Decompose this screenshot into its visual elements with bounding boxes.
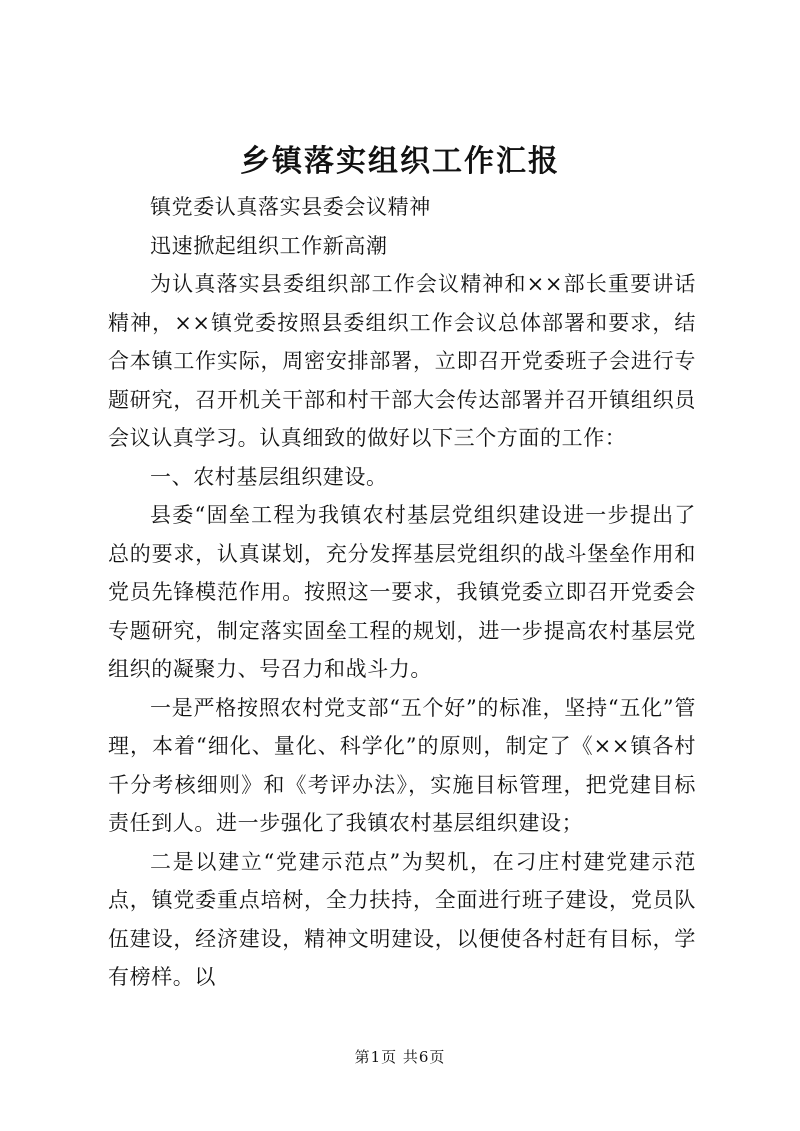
body-paragraph: 二是以建立“党建示范点”为契机，在刁庄村建党建示范点，镇党委重点培树，全力扶持，全面进行班子建设，党员队伍建设，经济建设，精神文明建设，以便使各村赶有目标，学有榜样。以 (108, 849, 696, 989)
document-body (108, 188, 696, 997)
page-indicator: 第1页 共6页 (354, 1048, 446, 1066)
subtitle-line-2: 迅速掀起组织工作新高潮 (150, 233, 388, 258)
section-heading-1: 一、农村基层组织建设。 (150, 464, 388, 489)
intro-paragraph: 为认真落实县委组织部工作会议精神和××部长重要讲话精神，××镇党委按照县委组织工作会议总体部署和要求，结合本镇工作实际，周密安排部署，立即召开党委班子会进行专题研究，召开机关干部和村干部大会传达部署并召开镇组织员会议认真学习。认真细致的做好以下三个方面的工作： (108, 272, 696, 450)
body-paragraph: 一是严格按照农村党支部“五个好”的标准，坚持“五化”管理，本着“细化、量化、科学化”的原则，制定了《××镇各村千分考核细则》和《考评办法》，实施目标管理，把党建目标责任到人。进一步强化了我镇农村基层组织建设； (108, 695, 696, 835)
document-title: 乡镇落实组织工作汇报 (240, 144, 560, 179)
body-paragraph: 县委“固垒工程为我镇农村基层党组织建设进一步提出了总的要求，认真谋划，充分发挥基层党组织的战斗堡垒作用和党员先锋模范作用。按照这一要求，我镇党委立即召开党委会专题研究，制定落实固垒工程的规划，进一步提高农村基层党组织的凝聚力、号召力和战斗力。 (108, 503, 696, 681)
subtitle-line-1: 镇党委认真落实县委会议精神 (150, 195, 431, 219)
